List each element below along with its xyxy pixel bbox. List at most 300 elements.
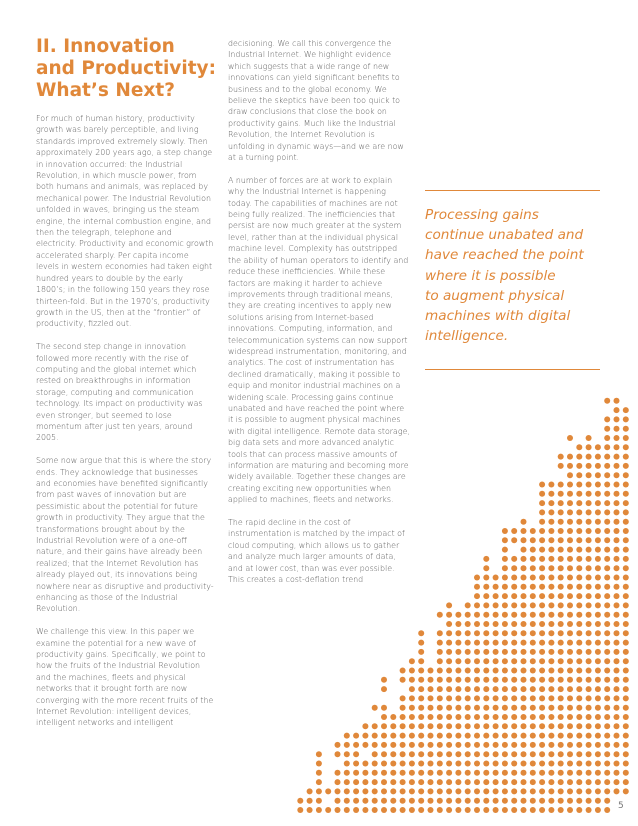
- decorative-dot: [623, 658, 629, 664]
- decorative-dot: [511, 807, 517, 813]
- decorative-dot: [614, 556, 620, 562]
- decorative-dot: [502, 742, 508, 748]
- decorative-dot: [483, 788, 489, 794]
- decorative-dot: [511, 565, 517, 571]
- decorative-dot: [576, 537, 582, 543]
- decorative-dot: [586, 742, 592, 748]
- decorative-dot: [530, 807, 536, 813]
- decorative-dot: [521, 788, 527, 794]
- decorative-dot: [418, 751, 424, 757]
- decorative-dot: [576, 519, 582, 525]
- decorative-dot: [530, 668, 536, 674]
- decorative-dot: [604, 584, 610, 590]
- decorative-dot: [586, 798, 592, 804]
- decorative-dot: [316, 807, 322, 813]
- decorative-dot: [567, 798, 573, 804]
- decorative-dot: [530, 584, 536, 590]
- decorative-dot: [465, 779, 471, 785]
- decorative-dot: [576, 482, 582, 488]
- decorative-dot: [409, 714, 415, 720]
- decorative-dot: [455, 723, 461, 729]
- decorative-dot: [428, 686, 434, 692]
- decorative-dot: [530, 714, 536, 720]
- decorative-dot: [567, 761, 573, 767]
- decorative-dot: [567, 788, 573, 794]
- decorative-dot: [521, 537, 527, 543]
- decorative-dot: [567, 695, 573, 701]
- decorative-dot: [623, 621, 629, 627]
- decorative-dot: [614, 416, 620, 422]
- decorative-dot: [335, 770, 341, 776]
- decorative-dot: [595, 630, 601, 636]
- decorative-dot: [418, 779, 424, 785]
- decorative-dot: [623, 472, 629, 478]
- decorative-dot: [539, 519, 545, 525]
- decorative-dot: [604, 761, 610, 767]
- decorative-dot: [381, 733, 387, 739]
- decorative-dot: [604, 528, 610, 534]
- decorative-dot: [381, 686, 387, 692]
- heading-line: What’s Next?: [36, 80, 175, 101]
- decorative-dot: [614, 500, 620, 506]
- decorative-dot: [428, 788, 434, 794]
- decorative-dot: [409, 686, 415, 692]
- decorative-dot: [604, 807, 610, 813]
- decorative-dot: [604, 612, 610, 618]
- decorative-dot: [428, 742, 434, 748]
- decorative-dot: [474, 649, 480, 655]
- decorative-dot: [586, 705, 592, 711]
- decorative-dot: [595, 593, 601, 599]
- decorative-dot: [493, 788, 499, 794]
- decorative-dot: [558, 528, 564, 534]
- decorative-dot: [567, 565, 573, 571]
- decorative-dot: [418, 649, 424, 655]
- decorative-dot: [567, 733, 573, 739]
- decorative-dot: [614, 621, 620, 627]
- decorative-dot: [614, 444, 620, 450]
- decorative-dot: [530, 733, 536, 739]
- decorative-dot: [595, 770, 601, 776]
- decorative-dot: [502, 705, 508, 711]
- decorative-dot: [353, 798, 359, 804]
- decorative-dot: [576, 761, 582, 767]
- decorative-dot: [558, 807, 564, 813]
- decorative-dot: [576, 612, 582, 618]
- decorative-dot: [530, 630, 536, 636]
- decorative-dot: [539, 509, 545, 515]
- decorative-dot: [595, 640, 601, 646]
- decorative-dot: [604, 798, 610, 804]
- heading-line: and Productivity:: [36, 58, 216, 79]
- decorative-dot: [455, 733, 461, 739]
- decorative-dot: [372, 779, 378, 785]
- decorative-dot: [502, 528, 508, 534]
- decorative-dot: [576, 788, 582, 794]
- decorative-dot: [437, 779, 443, 785]
- decorative-dot: [623, 742, 629, 748]
- decorative-dot: [530, 723, 536, 729]
- decorative-dot: [437, 686, 443, 692]
- decorative-dot: [465, 751, 471, 757]
- decorative-dot: [455, 788, 461, 794]
- decorative-dot: [474, 788, 480, 794]
- decorative-dot: [614, 584, 620, 590]
- decorative-dot: [576, 509, 582, 515]
- decorative-dot: [446, 630, 452, 636]
- decorative-dot: [409, 695, 415, 701]
- decorative-dot: [474, 714, 480, 720]
- decorative-dot: [428, 807, 434, 813]
- decorative-dot: [558, 677, 564, 683]
- pullquote-line: continue unabated and: [425, 227, 584, 244]
- decorative-dot: [595, 677, 601, 683]
- decorative-dot: [465, 770, 471, 776]
- decorative-dot: [521, 612, 527, 618]
- decorative-dot: [614, 602, 620, 608]
- decorative-dot: [539, 779, 545, 785]
- decorative-dot: [604, 621, 610, 627]
- decorative-dot: [586, 733, 592, 739]
- decorative-dot: [428, 770, 434, 776]
- decorative-dot: [567, 584, 573, 590]
- decorative-dot: [614, 509, 620, 515]
- decorative-dot: [548, 556, 554, 562]
- decorative-dot: [474, 798, 480, 804]
- decorative-dot: [465, 695, 471, 701]
- decorative-dot: [548, 519, 554, 525]
- decorative-dot: [455, 658, 461, 664]
- decorative-dot: [567, 705, 573, 711]
- decorative-dot: [614, 454, 620, 460]
- decorative-dot: [595, 454, 601, 460]
- decorative-dot: [567, 723, 573, 729]
- decorative-dot: [521, 733, 527, 739]
- decorative-dot: [614, 472, 620, 478]
- decorative-dot: [502, 779, 508, 785]
- decorative-dot: [623, 584, 629, 590]
- decorative-dot: [576, 500, 582, 506]
- decorative-dot: [409, 798, 415, 804]
- decorative-dot: [483, 556, 489, 562]
- decorative-dot: [316, 779, 322, 785]
- body-paragraph: decisioning. We call this convergence the Industrial Internet. We highlight evidence which suggests that a wide range of new innovations can yield significant benefits to business and to the global economy. We believe the skeptics have been too quick to draw conclusions that close the book on productivity gains. Much like the Industrial Revolution, the Internet Revolution is unfolding in dynamic ways—and we are now at a turning point.: [228, 39, 404, 163]
- decorative-dot: [446, 723, 452, 729]
- decorative-dot: [548, 528, 554, 534]
- decorative-dot: [511, 733, 517, 739]
- decorative-dot: [335, 798, 341, 804]
- decorative-dot: [437, 788, 443, 794]
- decorative-dot: [418, 640, 424, 646]
- decorative-dot: [576, 454, 582, 460]
- decorative-dot: [586, 435, 592, 441]
- decorative-dot: [474, 593, 480, 599]
- decorative-dot: [539, 593, 545, 599]
- decorative-dot: [474, 705, 480, 711]
- decorative-dot: [353, 779, 359, 785]
- decorative-dot: [567, 435, 573, 441]
- decorative-dot: [548, 630, 554, 636]
- decorative-dot: [418, 733, 424, 739]
- decorative-dot: [372, 705, 378, 711]
- decorative-dot: [362, 723, 368, 729]
- decorative-dot: [474, 630, 480, 636]
- decorative-dot: [455, 807, 461, 813]
- decorative-dot: [502, 658, 508, 664]
- decorative-dot: [465, 612, 471, 618]
- decorative-dot: [493, 658, 499, 664]
- decorative-dot: [530, 798, 536, 804]
- decorative-dot: [595, 537, 601, 543]
- decorative-dot: [558, 658, 564, 664]
- decorative-dot: [400, 742, 406, 748]
- body-paragraph: A number of forces are at work to explain why the Industrial Internet is happening today. The capabilities of machines are not being fully realized. The inefficiencies that persist are now much greater at the system level, rather than at the individual physical machine level. Complexity has outstripped the ability of human operators to identify and reduce these inefficiencies. While these factors are making it harder to achieve improvements through traditional means, they are creating incentives to apply new solutions arising from Internet-based innovations. Computing, information, and telecommunication systems can now support widespread instrumentation, monitoring, and analytics. The cost of instrumentation has declined dramatically, making it possible to equip and monitor industrial machines on a widening scale. Processing gains continue unabated and have reached the point where it is possible to augment physical machines with digital intelligence. Remote data storage, big data sets and more advanced analytic tools that can process massive amounts of information are maturing and becoming more widely available. Together these changes are creating exciting new opportunities when applied to machines, fleets and networks.: [228, 175, 410, 505]
- decorative-dot: [548, 565, 554, 571]
- decorative-dot: [595, 788, 601, 794]
- decorative-dot: [539, 491, 545, 497]
- decorative-dot: [483, 770, 489, 776]
- decorative-dot: [558, 770, 564, 776]
- decorative-dot: [474, 695, 480, 701]
- decorative-dot: [502, 630, 508, 636]
- decorative-dot: [623, 556, 629, 562]
- decorative-dot: [493, 714, 499, 720]
- decorative-dot: [623, 612, 629, 618]
- decorative-dot: [586, 593, 592, 599]
- decorative-dot: [586, 454, 592, 460]
- decorative-dot: [595, 444, 601, 450]
- decorative-dot: [558, 733, 564, 739]
- decorative-dot: [548, 686, 554, 692]
- decorative-dot: [567, 472, 573, 478]
- decorative-dot: [400, 733, 406, 739]
- decorative-dot: [614, 463, 620, 469]
- decorative-dot: [586, 788, 592, 794]
- decorative-dot: [502, 677, 508, 683]
- decorative-dot: [400, 677, 406, 683]
- decorative-dot: [521, 770, 527, 776]
- decorative-dot: [586, 621, 592, 627]
- decorative-dot: [483, 779, 489, 785]
- decorative-dot: [595, 695, 601, 701]
- decorative-dot: [558, 537, 564, 543]
- decorative-dot: [586, 714, 592, 720]
- decorative-dot: [614, 779, 620, 785]
- decorative-dot: [530, 779, 536, 785]
- decorative-dot: [465, 668, 471, 674]
- decorative-dot: [521, 807, 527, 813]
- decorative-dot: [558, 695, 564, 701]
- decorative-dot: [614, 714, 620, 720]
- decorative-dot: [604, 723, 610, 729]
- decorative-dot: [437, 742, 443, 748]
- decorative-dot: [595, 733, 601, 739]
- decorative-dot: [586, 695, 592, 701]
- decorative-dot: [530, 788, 536, 794]
- decorative-dot: [530, 621, 536, 627]
- decorative-dot: [604, 640, 610, 646]
- decorative-dot: [493, 640, 499, 646]
- decorative-dot: [614, 482, 620, 488]
- decorative-dot: [521, 686, 527, 692]
- decorative-dot: [548, 807, 554, 813]
- decorative-dot: [400, 751, 406, 757]
- decorative-dot: [614, 695, 620, 701]
- decorative-dot: [548, 575, 554, 581]
- decorative-dot: [400, 770, 406, 776]
- decorative-dot: [446, 602, 452, 608]
- decorative-dot: [428, 668, 434, 674]
- decorative-dot: [558, 565, 564, 571]
- decorative-dot: [604, 500, 610, 506]
- decorative-dot: [604, 426, 610, 432]
- decorative-dot: [521, 705, 527, 711]
- decorative-dot: [446, 621, 452, 627]
- decorative-dot: [381, 770, 387, 776]
- decorative-dot: [548, 761, 554, 767]
- decorative-dot: [502, 770, 508, 776]
- decorative-dot: [576, 565, 582, 571]
- decorative-dot: [586, 612, 592, 618]
- decorative-dot: [539, 575, 545, 581]
- decorative-dot: [576, 630, 582, 636]
- decorative-dot: [428, 761, 434, 767]
- decorative-dot: [428, 705, 434, 711]
- decorative-dot: [521, 751, 527, 757]
- decorative-dot: [511, 537, 517, 543]
- decorative-dot: [623, 640, 629, 646]
- decorative-dot: [418, 630, 424, 636]
- decorative-dot: [604, 742, 610, 748]
- decorative-dot: [511, 695, 517, 701]
- decorative-dot: [465, 742, 471, 748]
- decorative-dot: [493, 649, 499, 655]
- decorative-dot: [390, 742, 396, 748]
- decorative-dot: [455, 640, 461, 646]
- decorative-dot: [353, 770, 359, 776]
- decorative-dot: [409, 705, 415, 711]
- decorative-dot: [381, 779, 387, 785]
- decorative-dot: [428, 695, 434, 701]
- decorative-dot: [576, 779, 582, 785]
- decorative-dot: [474, 686, 480, 692]
- decorative-dot: [437, 677, 443, 683]
- decorative-dot: [548, 733, 554, 739]
- decorative-dot: [455, 714, 461, 720]
- decorative-dot: [437, 668, 443, 674]
- decorative-dot: [548, 751, 554, 757]
- decorative-dot: [474, 779, 480, 785]
- decorative-dot: [455, 630, 461, 636]
- decorative-dot: [576, 472, 582, 478]
- decorative-dot: [567, 537, 573, 543]
- decorative-dot: [576, 658, 582, 664]
- decorative-dot: [493, 584, 499, 590]
- decorative-dot: [548, 621, 554, 627]
- decorative-dot: [493, 779, 499, 785]
- decorative-dot: [521, 528, 527, 534]
- decorative-dot: [539, 761, 545, 767]
- decorative-dot: [446, 798, 452, 804]
- decorative-dot: [576, 723, 582, 729]
- decorative-dot: [483, 742, 489, 748]
- decorative-dot: [400, 723, 406, 729]
- decorative-dot: [390, 714, 396, 720]
- decorative-dot: [548, 649, 554, 655]
- decorative-dot: [511, 668, 517, 674]
- decorative-dot: [604, 677, 610, 683]
- decorative-dot: [474, 677, 480, 683]
- decorative-dot: [372, 742, 378, 748]
- decorative-dot: [586, 556, 592, 562]
- decorative-dot: [539, 482, 545, 488]
- decorative-dot: [455, 649, 461, 655]
- decorative-dot: [623, 575, 629, 581]
- decorative-dot: [604, 416, 610, 422]
- decorative-dot: [521, 723, 527, 729]
- decorative-dot: [623, 714, 629, 720]
- decorative-dot: [474, 658, 480, 664]
- decorative-dot: [623, 547, 629, 553]
- decorative-dot: [530, 770, 536, 776]
- decorative-dot: [548, 640, 554, 646]
- decorative-dot: [390, 788, 396, 794]
- decorative-dot: [502, 695, 508, 701]
- decorative-dot: [614, 686, 620, 692]
- decorative-dot: [381, 798, 387, 804]
- decorative-dot: [483, 751, 489, 757]
- decorative-dot: [586, 565, 592, 571]
- decorative-dot: [586, 500, 592, 506]
- decorative-dot: [576, 695, 582, 701]
- decorative-dot: [511, 575, 517, 581]
- decorative-dot: [521, 649, 527, 655]
- decorative-dot: [558, 751, 564, 757]
- decorative-dot: [521, 621, 527, 627]
- decorative-dot: [400, 705, 406, 711]
- decorative-dot: [483, 668, 489, 674]
- decorative-dot: [493, 621, 499, 627]
- decorative-dot: [362, 733, 368, 739]
- decorative-dot: [446, 733, 452, 739]
- decorative-dot: [576, 584, 582, 590]
- decorative-dot: [558, 723, 564, 729]
- decorative-dot: [604, 714, 610, 720]
- decorative-dot: [614, 677, 620, 683]
- decorative-dot: [335, 807, 341, 813]
- decorative-dot: [614, 575, 620, 581]
- decorative-dot: [595, 621, 601, 627]
- decorative-dot: [511, 714, 517, 720]
- decorative-dot: [400, 798, 406, 804]
- decorative-dot: [511, 788, 517, 794]
- pullquote-line: where it is possible: [425, 267, 556, 284]
- decorative-dot: [539, 788, 545, 794]
- decorative-dot: [455, 621, 461, 627]
- decorative-dot: [576, 649, 582, 655]
- decorative-dot: [409, 751, 415, 757]
- decorative-dot: [502, 537, 508, 543]
- decorative-dot: [548, 695, 554, 701]
- decorative-dot: [455, 761, 461, 767]
- decorative-dot: [586, 779, 592, 785]
- decorative-dot: [511, 761, 517, 767]
- decorative-dot: [548, 547, 554, 553]
- decorative-dot: [446, 668, 452, 674]
- decorative-dot: [567, 463, 573, 469]
- decorative-dot: [614, 788, 620, 794]
- decorative-dot: [409, 668, 415, 674]
